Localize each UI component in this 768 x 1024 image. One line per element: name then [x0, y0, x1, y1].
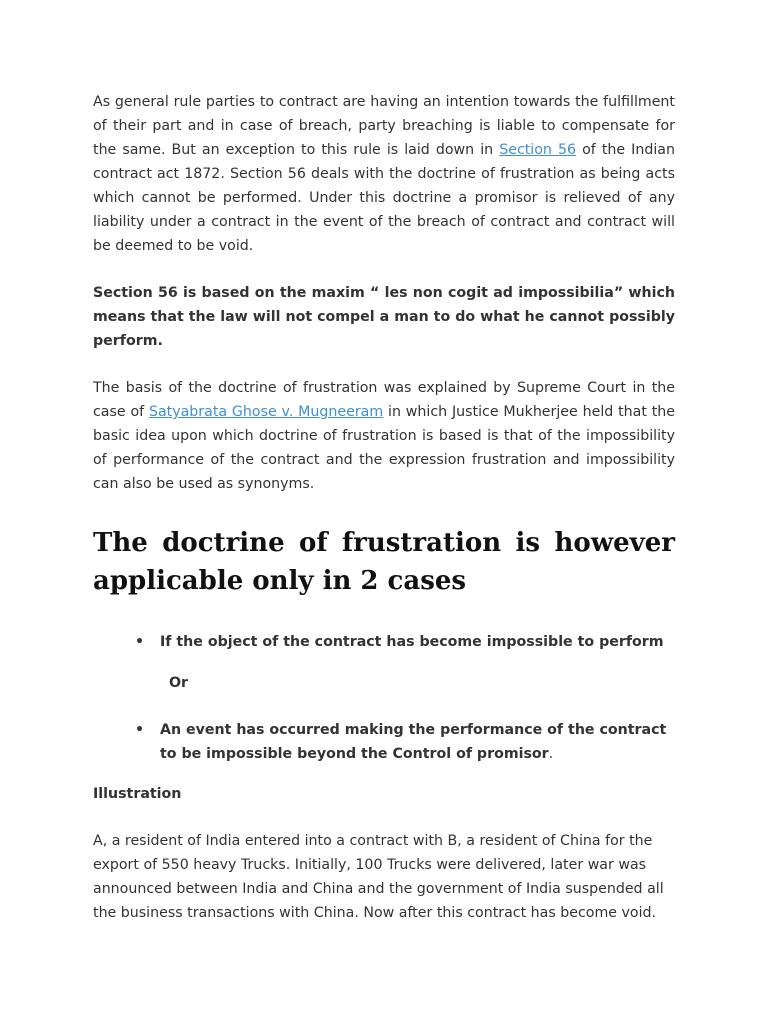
intro-text-end: of the Indian contract act 1872. Section 56 deals with the doctrine of frustration as being acts which cannot be performed. Under this doctrine a promisor is relieved of any liability under a contract in the event of the breach of contract and contract will be deemed to be void.	[93, 142, 675, 254]
cases-heading: The doctrine of frustration is however applicable only in 2 cases	[93, 528, 675, 596]
case-2-text: An event has occurred making the performance of the contract to be impossible beyond the Control of promisor	[160, 722, 667, 762]
or-separator: Or	[169, 675, 189, 691]
bullet-icon: •	[135, 722, 145, 738]
illustration-heading: Illustration	[93, 786, 182, 802]
section-56-link[interactable]: Section 56	[499, 142, 577, 158]
illustration-paragraph: A, a resident of India entered into a contract with B, a resident of China for the export of 550 heavy Trucks. Initially, 100 Trucks were delivered, later war was announced between India and China and the government of India suspended all the business transactions with China. Now after this contract has become void.	[93, 833, 664, 921]
basis-text-end: in which Justice Mukherjee held that the basic idea upon which doctrine of frustration is based is that of the impossibility of performance of the contract and the expression frustration and impossibility can also be used as synonyms.	[93, 404, 676, 492]
basis-text-start: The basis of the doctrine of frustration was explained by Supreme Court in the case of	[93, 380, 675, 420]
cases-list	[93, 630, 675, 654]
intro-paragraph	[93, 90, 675, 258]
case-item-1	[93, 630, 675, 654]
intro-text-start: As general rule parties to contract are having an intention towards the fulfillment of their part and in case of breach, party breaching is liable to compensate for the same. But an exception to this rule is laid down in	[93, 94, 675, 158]
basis-paragraph	[93, 376, 675, 496]
case-1-text: If the object of the contract has become impossible to perform	[160, 634, 664, 650]
document-page	[93, 90, 675, 925]
satyabrata-case-link[interactable]: Satyabrata Ghose v. Mugneeram	[148, 404, 384, 420]
case-2-period: .	[548, 746, 554, 762]
bullet-icon: •	[135, 634, 145, 650]
cases-list-continued	[93, 718, 675, 766]
case-item-2	[93, 718, 675, 766]
maxim-paragraph: Section 56 is based on the maxim “ les non cogit ad impossibilia” which means that the law will not compel a man to do what he cannot possibly perform.	[93, 285, 675, 349]
